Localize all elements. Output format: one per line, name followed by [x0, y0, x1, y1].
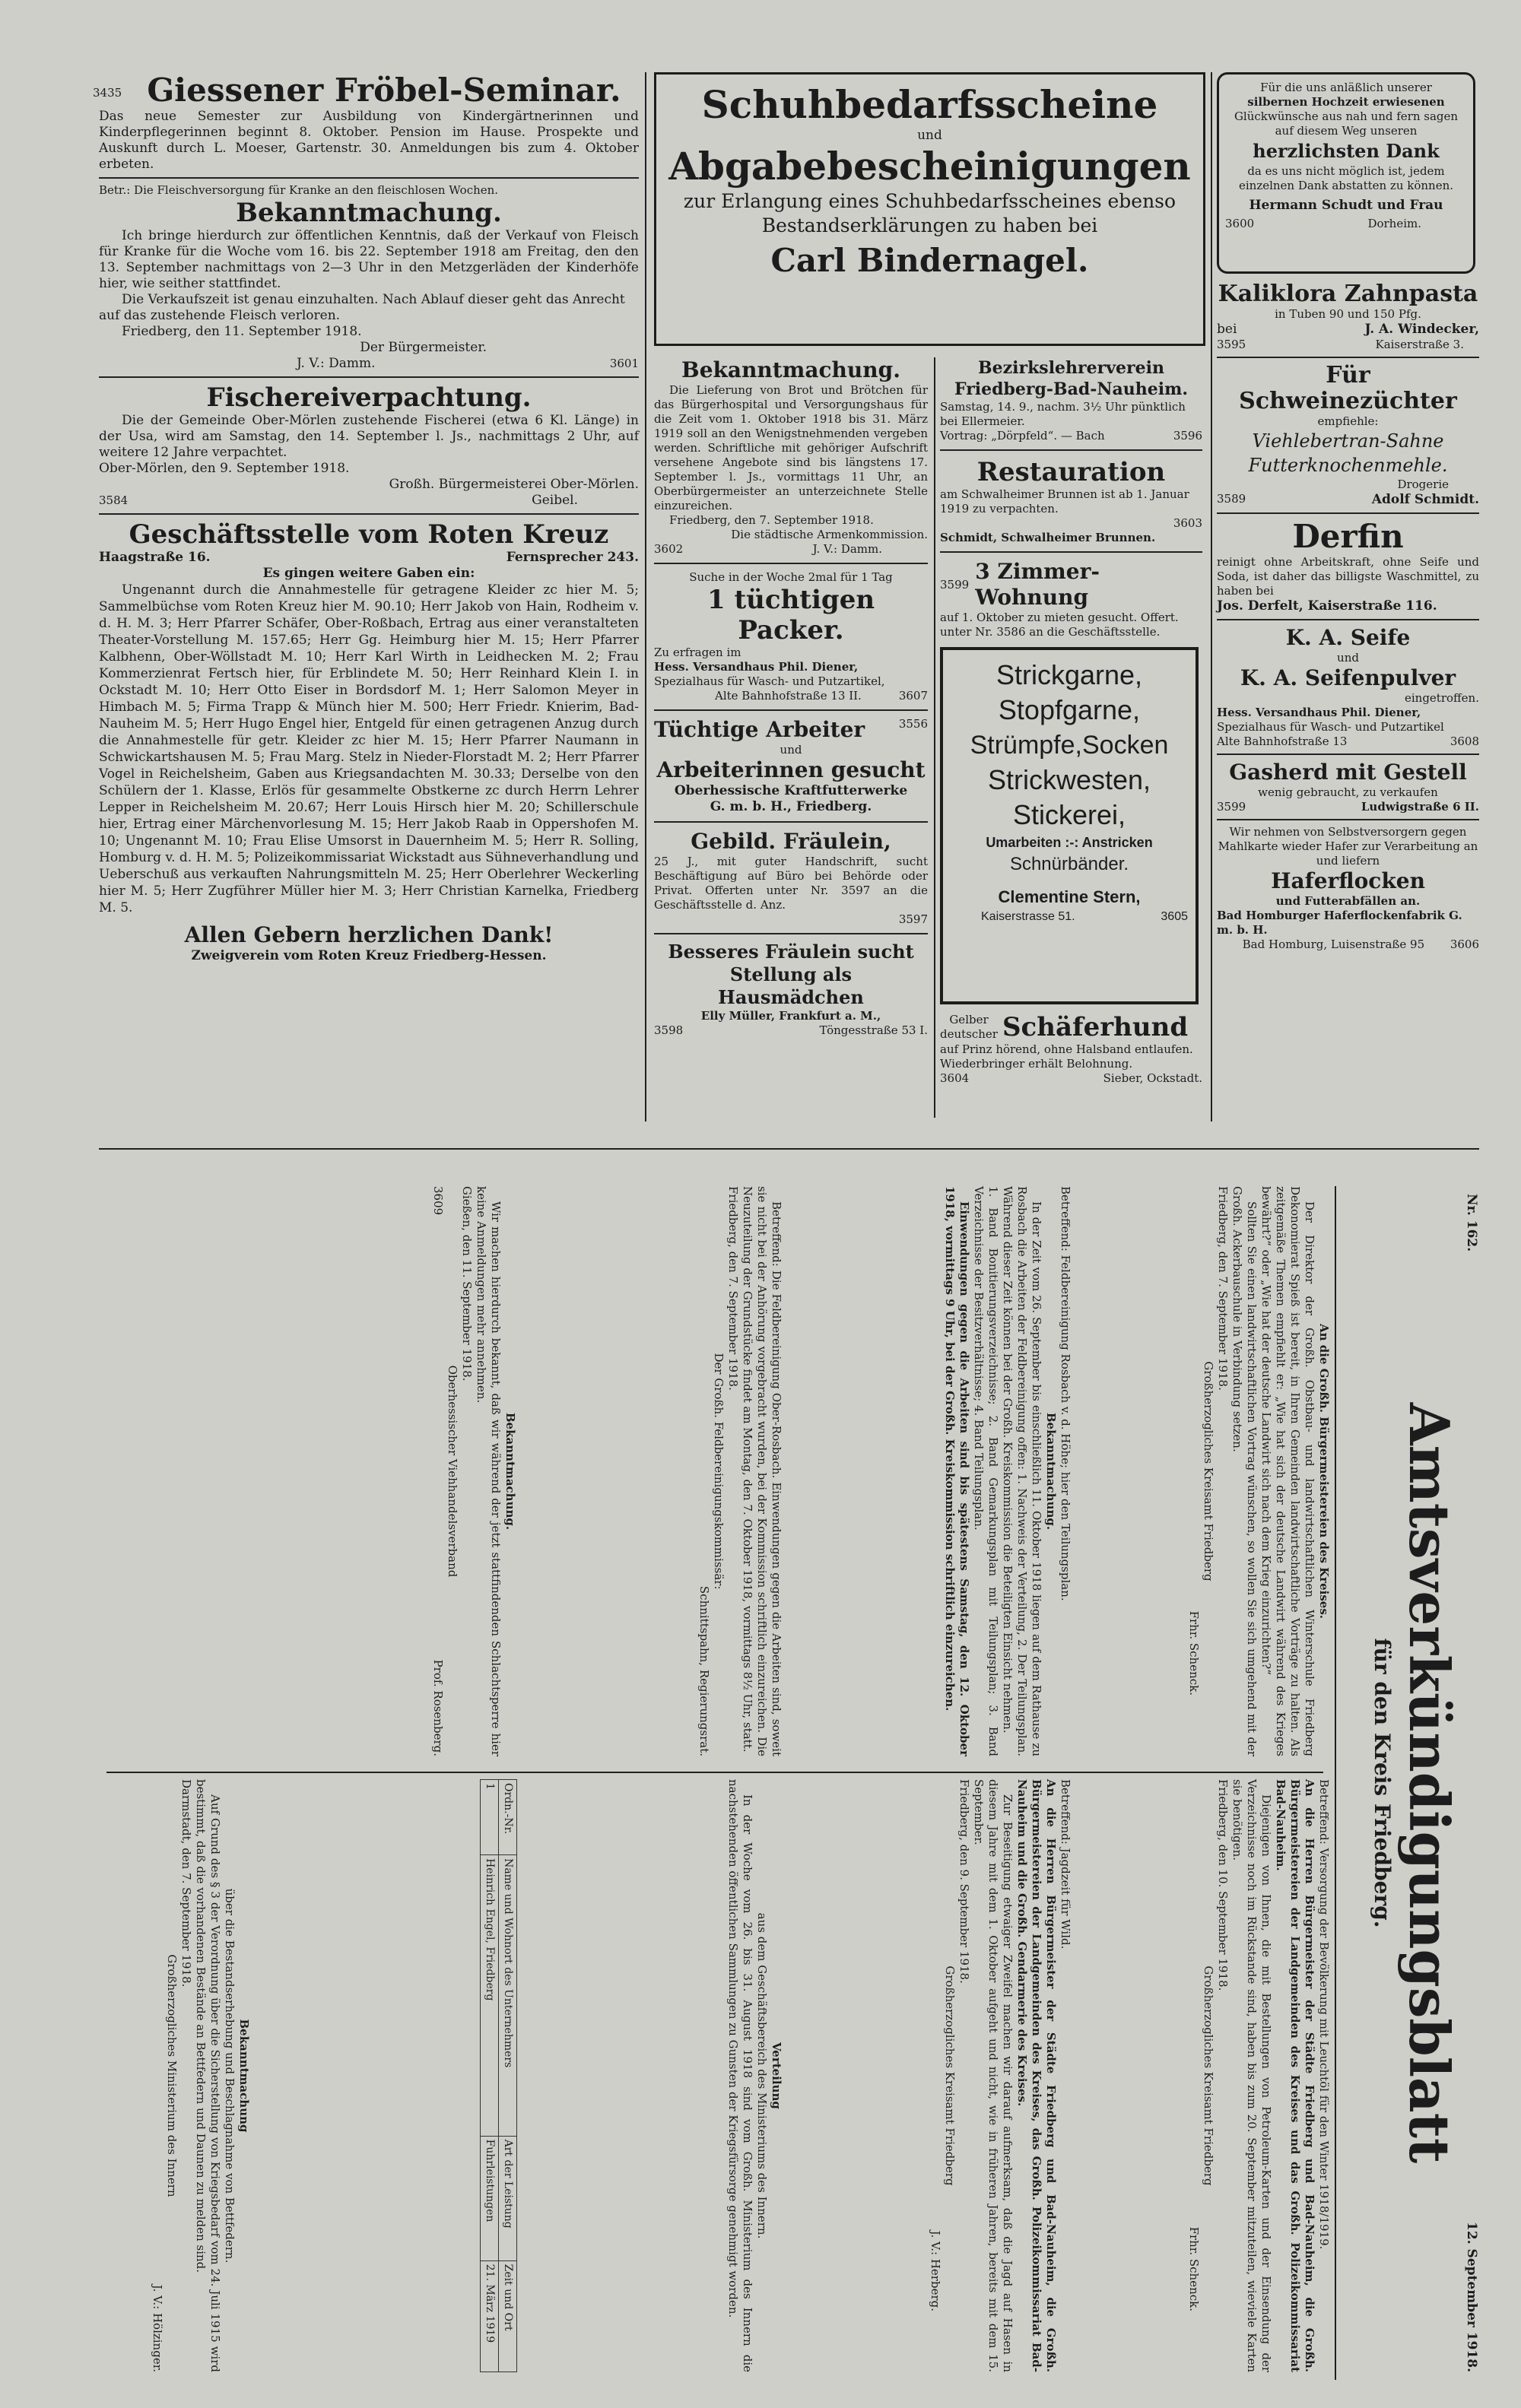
b3-sub: über die Bestandserhebung und Beschlagnahme von Bettfedern. — [223, 1888, 237, 2264]
b1-title: Bekanntmachung. — [503, 1412, 517, 1531]
amts-nr: Nr. 162. — [1464, 1194, 1479, 1252]
arb-title-2: Arbeiterinnen gesucht — [656, 757, 926, 782]
divider — [940, 449, 1202, 451]
table-row — [499, 1780, 517, 2372]
dank-text-3: Glückwünsche aus nah und fern sagen auf diesem Weg unseren — [1234, 109, 1459, 138]
divider — [1217, 753, 1479, 755]
rest-sign: Schmidt, Schwalheimer Brunnen. — [940, 531, 1156, 544]
strick-line-3: Strümpfe,Socken — [970, 731, 1169, 760]
a3-title: Betreffend: Jagdzeit für Wild. — [1059, 1779, 1072, 1950]
amts-sub: für den Kreis Friedberg. — [1370, 1638, 1395, 1928]
bez-num: 3596 — [1173, 429, 1202, 443]
a1-text: Der Direktor der Großh. Obstbau- und landwirtschaftlichen Winterschule Friedberg Dekonomierat Spieß ist bereit, in Ihren Gemeinden landwirtschaftliche Vorträge zu halten. Als zeitgemäße Themen empfiehlt er: „Wie hat sich der deutsche Landwirt während des Krieges bewährt?“ oder „Wie hat der deutsche Landwirt sich nach dem Krieg einzurichten?“ — [1259, 1186, 1316, 1756]
derfin-text: reinigt ohne Arbeitskraft, ohne Seife und Soda, ist daher das billigste Waschmittel, zu haben bei — [1217, 555, 1479, 598]
fisch-title: Fischereiverpachtung. — [206, 382, 532, 413]
table-header: Ordn.-Nr. — [499, 1780, 517, 1855]
divider — [99, 513, 639, 515]
divider — [99, 177, 639, 179]
a2-text-2: Einwendungen gegen die Arbeiten sind bis spätestens Samstag, den 12. Oktober 1918, vormittags 9 Uhr, bei der Großh. Kreiskommission schriftlich einzureichen. — [943, 1186, 971, 1756]
rk-sign: Zweigverein vom Roten Kreuz Friedberg-Hessen. — [191, 948, 547, 963]
amts-col-b2 — [540, 1186, 783, 1756]
sz-sub: empfiehle: — [1317, 414, 1379, 428]
kali-title: Kaliklora Zahnpasta — [1218, 281, 1478, 307]
amts-col-a4 — [1080, 1779, 1331, 2372]
hafer-und: und Futterabfällen an. — [1275, 894, 1421, 908]
a1-place: Friedberg, den 7. September 1918. — [1216, 1186, 1230, 1391]
a1-title: An die Großh. Bürgermeistereien des Kreises. — [1317, 1324, 1331, 1619]
a4-place: Friedberg, den 10. September 1918. — [1216, 1779, 1230, 1991]
rk-sub: Es gingen weitere Gaben ein: — [262, 566, 475, 581]
bek-place-2: Friedberg, den 7. September 1918. — [669, 513, 874, 527]
gas-text: wenig gebraucht, zu verkaufen — [1258, 785, 1438, 799]
hund-title: Schäferhund — [1002, 1012, 1189, 1042]
bf-addr: Töngesstraße 53 I. — [819, 1023, 928, 1037]
rk-addr-right: Fernsprecher 243. — [506, 550, 639, 565]
divider — [654, 821, 928, 823]
fisch-sign-2: Geibel. — [532, 493, 578, 508]
bek-sign-2b: J. V.: Damm. — [812, 542, 882, 556]
a2-title: Betreffend: Feldbereinigung Rosbach v. d. Höhe; hier den Teilungsplan. — [1059, 1186, 1072, 1601]
dank-num: 3600 — [1225, 217, 1255, 230]
amts-date: 12. September 1918. — [1464, 2222, 1479, 2372]
sz-num: 3589 — [1217, 492, 1246, 506]
b1-name: Prof. Rosenberg. — [431, 1659, 445, 1756]
packer-pre: Suche in der Woche 2mal für 1 Tag — [689, 570, 893, 584]
seife-title: K. A. Seife — [1285, 625, 1411, 650]
dank-ad-box — [1217, 72, 1475, 274]
a3-text: An die Herren Bürgermeister der Städte Friedberg und Bad-Nauheim, die Großh. Bürgermeistereien der Landgemeinden des Kreises, das Großh. Polizeikommissariat Bad-Nauheim und die Großh. Gendarmerie des Kreises. — [1015, 1779, 1058, 2372]
amts-masthead — [1335, 1186, 1479, 2380]
amts-title: Amtsverkündigungsblatt — [1397, 1402, 1462, 2164]
table-row — [481, 1780, 499, 2372]
hund-pre-1: Gelber — [949, 1013, 989, 1026]
bf-name: Elly Müller, Frankfurt a. M., — [700, 1009, 881, 1023]
divider — [654, 933, 928, 934]
strick-ad-box — [940, 647, 1199, 1004]
amts-col-b4 — [540, 1779, 783, 2372]
bek-sign-1a: Der Bürgermeister. — [360, 340, 487, 355]
bek-sign-2a: Die städtische Armenkommission. — [731, 528, 928, 541]
dank-place: Dorheim. — [1367, 217, 1421, 230]
table-cell: 1 — [481, 1780, 499, 1855]
column-rule — [1211, 72, 1212, 1122]
zim-num: 3599 — [940, 578, 970, 592]
table-cell: 21. März 1919 — [481, 2260, 499, 2372]
table-cell: Fuhrleistungen — [481, 2136, 499, 2260]
strick-addr: Kaiserstrasse 51. — [981, 910, 1075, 923]
a4-title: Betreffend: Versorgung der Bevölkerung mit Leuchtöl für den Winter 1918/1919. — [1317, 1779, 1331, 2250]
rest-text: am Schwalheimer Brunnen ist ab 1. Januar 1919 zu verpachten. — [940, 487, 1189, 516]
bek-title-1: Bekanntmachung. — [236, 198, 502, 228]
kali-bei: bei — [1217, 322, 1237, 337]
bek-sign-1b: J. V.: Damm. — [297, 356, 376, 371]
fisch-text: Die der Gemeinde Ober-Mörlen zustehende Fischerei (etwa 6 Kl. Länge) in der Usa, wird am Samstag, den 14. September l. Js., nachmittags 2 Uhr, auf weitere 12 Jahre verpachtet. — [99, 413, 639, 460]
b3-title: Bekanntmachung — [237, 2019, 251, 2133]
column-3 — [940, 357, 1202, 1133]
packer-num: 3607 — [898, 689, 928, 703]
bek-title-2: Bekanntmachung. — [681, 357, 900, 382]
gas-num: 3599 — [1217, 800, 1246, 814]
bez-title: Bezirkslehrerverein Friedberg-Bad-Nauheim. — [954, 358, 1189, 399]
dank-text-2: silbernen Hochzeit erwiesenen — [1247, 95, 1445, 109]
derfin-title: Derfin — [1292, 518, 1404, 555]
amts-col-a2 — [821, 1186, 1072, 1756]
b4-title: Verteilung — [770, 2042, 783, 2109]
sz-name: Adolf Schmidt. — [1371, 492, 1479, 507]
arb-title: Tüchtige Arbeiter — [654, 717, 865, 742]
strick-line-2: Stopfgarne, — [998, 694, 1141, 725]
column-rule — [645, 72, 646, 1122]
froebel-title: Giessener Fröbel-Seminar. — [147, 71, 621, 109]
a2-list: 1. Band Bonitierungsverzeichnisse; 2. Band Gemarkungsplan mit Teilungsplan; 3. Band Verzeichnisse der Besitzverhältnisse; 4. Band Teilungsplan. — [972, 1186, 1000, 1756]
bek-text-2: Die Lieferung von Brot und Brötchen für das Bürgerhospital und Versorgungshaus für die Zeit vom 1. Oktober 1918 bis 31. März 1919 soll an den Wenigstnehmenden vergeben werden. Schriftliche mit gehöriger Aufschrift versehene Angebote sind bis längstens 17. September l. Js., vormittags 11 Uhr, an Oberbürgermeister an unterzeichnete Stelle einzureichen. — [654, 383, 928, 512]
b1-text: Wir machen hierdurch bekannt, daß wir während der jetzt stattfindenden Schlachtsperre hier keine Anmeldungen mehr annehmen. — [475, 1186, 503, 1756]
fisch-place: Ober-Mörlen, den 9. September 1918. — [99, 461, 350, 476]
bek-text-1: Ich bringe hierdurch zur öffentlichen Kenntnis, daß der Verkauf von Fleisch für Kranke für die Woche vom 16. bis 22. September 1918 am Freitag, den den 13. September nachmittags von 2—3 Uhr in den Metzgerläden der Kinderhöfe hier, wie seither stattfindet. — [99, 228, 639, 291]
sz-line-2: Futterknochenmehle. — [1248, 455, 1448, 476]
table-cell: Heinrich Engel, Friedberg — [481, 1855, 499, 2137]
rk-title: Geschäftsstelle vom Roten Kreuz — [129, 519, 609, 550]
b2-sign: Der Großh. Feldbereinigungskommissär: — [712, 1353, 726, 1590]
b4-sub: aus dem Geschäftsbereich des Ministeriums des Innern. — [755, 1912, 769, 2239]
strick-line-5: Stickerei, — [1012, 799, 1126, 830]
zim-text: auf 1. Oktober zu mieten gesucht. Offert. unter Nr. 3586 an die Geschäftsstelle. — [940, 611, 1179, 639]
schuh-title: Schuhbedarfsscheine — [701, 82, 1158, 127]
b3-place: Darmstadt, den 7. September 1918. — [179, 1779, 193, 1988]
kali-num: 3595 — [1217, 338, 1246, 351]
table-header: Art der Leistung — [499, 2136, 517, 2260]
schuh-und: und — [917, 128, 942, 143]
dank-title: herzlichsten Dank — [1253, 140, 1440, 162]
seife-title-2: K. A. Seifenpulver — [1240, 665, 1456, 690]
seife-addr: Alte Bahnhofstraße 13 — [1217, 734, 1348, 748]
sz-line-1: Viehlebertran-Sahne — [1252, 430, 1444, 452]
fr-text: 25 J., mit guter Handschrift, sucht Beschäftigung auf Büro bei Behörde oder Privat. Offerten unter Nr. 3597 an die Geschäftsstelle d. Anz. — [654, 855, 928, 912]
divider — [1217, 619, 1479, 620]
seife-num: 3608 — [1450, 734, 1479, 748]
rk-addr-left: Haagstraße 16. — [99, 550, 211, 565]
packer-text: Zu erfragen im — [654, 646, 741, 659]
b1-num: 3609 — [431, 1186, 445, 1216]
a3-sign: Großherzogliches Kreisamt Friedberg — [943, 1965, 957, 2186]
bf-title: Besseres Fräulein sucht Stellung als Hausmädchen — [668, 941, 914, 1008]
b3-name: J. V.: Hölzinger. — [151, 2284, 164, 2372]
hund-text: auf Prinz hörend, ohne Halsband entlaufen. Wiederbringer erhält Belohnung. — [940, 1042, 1193, 1071]
dank-text-4: da es uns nicht möglich ist, jedem einzelnen Dank abstatten zu können. — [1238, 164, 1454, 192]
divider — [940, 551, 1202, 553]
bez-text: Samstag, 14. 9., nachm. 3½ Uhr pünktlich bei Ellermeier. — [940, 400, 1186, 428]
strick-line-1: Strickgarne, — [995, 659, 1143, 690]
dank-name: Hermann Schudt und Frau — [1249, 198, 1443, 213]
meat-betr: Betr.: Die Fleischversorgung für Kranke an den fleischlosen Wochen. — [99, 183, 499, 197]
seife-und: und — [1337, 651, 1359, 665]
packer-firm: Hess. Versandhaus Phil. Diener, — [654, 660, 859, 674]
page-number: 3435 — [93, 86, 122, 100]
strick-sub-2: Schnürbänder. — [1009, 854, 1129, 874]
fr-num: 3597 — [898, 912, 928, 926]
rk-text: Ungenannt durch die Annahmestelle für getragene Kleider zc hier M. 5; Sammelbüchse vom Roten Kreuz hier M. 90.10; Herr Jakob von Hain, Rodheim v. d. H. M. 3; Herr Pfarrer Schäfer, Ober-Roßbach, Ertrag aus einer veranstalteten Theater-Vorstellung M. 157.65; Herr Gg. Heimburg hier M. 15; Herr Pfarrer Kalbhenn, Ober-Wöllstadt M. 10; Herr Karl Wirth in Leidhecken M. 2; Frau Kommerzienrat Fertsch hier, für Erblindete M. 50; Herr Reinhard Klein I. in Ockstadt M. 10; Herr Otto Eiser in Bordsdorf M. 1; Herr Salomon Meyer in Himbach M. 5; Firma Trapp & Münch hier M. 500; Herr Friedr. Knierim, Bad-Nauheim M. 5; Herr Hugo Engel hier, Entgeld für einen getragenen Anzug durch die Annahmestelle für getr. Kleider zc hier M. 15; Herr Pfarrer Naumann in Schwickartshausen M. 5; Frau Marg. Stelz in Nieder-Florstadt M. 2; Herr Pfarrer Vogel in Reichelsheim, Gaben aus Kriegsandachten M. 30.33; Derselbe von den Schülern der 1. Klasse, Erlös für gesammelte Obstkerne zc durch Herrn Lehrer Lepper in Reichelsheim M. 20.67; Herr Louis Hirsch hier M. 20; Schillerschule hier, Ertrag einer Märchenvorlesung M. 15; Herr Jakob Raab in Oppershofen M. 10; Ungenannt M. 10; Frau Elise Umsorst in Dauernheim M. 5; Herr R. Solling, Homburg v. d. H. M. 5; Polizeikommissariat Wickstadt aus Sühneverhandlung und Ueberschuß aus verkauften Nahrungsmitteln M. 25; Herr Oberlehrer Weckerling hier M. 5; Herr Zugführer Müller hier M. 3; Herr Christian Karnelka, Friedberg M. 5. — [99, 582, 639, 915]
divider — [654, 563, 928, 564]
sz-drog: Drogerie — [1397, 477, 1449, 491]
fisch-num: 3584 — [99, 493, 129, 507]
seife-sub: eingetroffen. — [1404, 691, 1479, 705]
b1-place: Gießen, den 11. September 1918. — [460, 1186, 474, 1382]
bf-num: 3598 — [654, 1023, 684, 1037]
a4-text: An die Herren Bürgermeister der Städte Friedberg und Bad-Nauheim, die Großh. Bürgermeistereien der Landgemeinden des Kreises und das Großh. Polizeikommissariat Bad-Nauheim. — [1274, 1779, 1316, 2372]
divider — [1217, 357, 1479, 358]
a1-sign: Großherzogliches Kreisamt Friedberg — [1202, 1361, 1215, 1582]
amts-col-b3 — [114, 1779, 251, 2372]
divider — [99, 376, 639, 378]
hafer-title: Haferflocken — [1271, 868, 1425, 893]
amts-col-table — [274, 1779, 517, 2372]
hafer-addr: Bad Homburg, Luisenstraße 95 — [1242, 938, 1425, 951]
packer-addr: Alte Bahnhofstraße 13 II. — [715, 689, 862, 703]
hafer-firm: Bad Homburger Haferflockenfabrik G. m. b. H. — [1217, 909, 1462, 937]
strick-num: 3605 — [1161, 910, 1188, 923]
schuh-text: zur Erlangung eines Schuhbedarfsscheines ebenso Bestandserklärungen zu haben bei — [683, 190, 1176, 236]
divider — [654, 709, 928, 711]
hafer-num: 3606 — [1450, 938, 1479, 951]
lower-mid-rule — [106, 1772, 1323, 1773]
a2-sub: Bekanntmachung. — [1044, 1412, 1058, 1531]
packer-firm-2: Spezialhaus für Wasch- und Putzartikel, — [654, 674, 885, 688]
seife-firm: Hess. Versandhaus Phil. Diener, — [1217, 706, 1421, 719]
divider — [1217, 819, 1479, 820]
packer-title: 1 tüchtigen Packer. — [707, 585, 875, 646]
b3-text: Auf Grund des § 3 der Verordnung über die Sicherstellung von Kriegsbedarf vom 24. Juli 1915 wird bestimmt, daß die vorhandenen Bestände an Bettfedern und Daunen zu melden sind. — [194, 1779, 222, 2372]
zim-title: 3 Zimmer-Wohnung — [975, 559, 1100, 610]
strick-name: Clementine Stern, — [998, 887, 1141, 906]
b4-text: In der Woche vom 26. bis 31. August 1918 sind vom Großh. Ministerium des Innern die nachstehenden öffentlichen Sammlungen zu Gunsten der Kriegsfürsorge genehmigt worden. — [726, 1779, 754, 2372]
a2-text: In der Zeit vom 26. September bis einschließlich 11. Oktober 1918 liegen auf dem Rathause zu Rosbach die Arbeiten der Feldbereinigung offen: 1. Nachweis der Verteilung, 2. Der Teilungsplan. Während dieser Zeit können bei der Großh. Kreiskommission die Beteiligten Einsicht nehmen. — [1001, 1186, 1043, 1756]
table-header: Zeit und Ort — [499, 2260, 517, 2372]
arb-firm: Oberhessische Kraftfutterwerke — [674, 783, 908, 798]
amts-col-b1 — [274, 1186, 517, 1756]
bek-num-1: 3601 — [609, 357, 639, 370]
sz-title: Für Schweinezüchter — [1239, 362, 1457, 414]
a1-name: Frhr. Schenck. — [1187, 1610, 1201, 1696]
hund-num: 3604 — [940, 1071, 970, 1085]
bek-place-1: Friedberg, den 11. September 1918. — [122, 324, 362, 339]
fisch-sign-1: Großh. Bürgermeisterei Ober-Mörlen. — [389, 477, 639, 492]
rest-title: Restauration — [976, 457, 1166, 487]
arb-num: 3556 — [898, 717, 928, 731]
strick-sub-1: Umarbeiten :-: Anstricken — [986, 835, 1153, 850]
a1-text-2: Sollten Sie einen landwirtschaftlichen Vortrag wünschen, so wollen Sie sich umgehend mit der Großh. Ackerbauschule in Verbindung setzen. — [1230, 1186, 1259, 1756]
rk-thanks: Allen Gebern herzlichen Dank! — [184, 922, 554, 947]
dank-text-1: Für die uns anläßlich unserer — [1260, 81, 1432, 94]
bez-vortrag: Vortrag: „Dörpfeld“. — Bach — [940, 429, 1105, 443]
gas-addr: Ludwigstraße 6 II. — [1361, 800, 1479, 814]
kali-name: J. A. Windecker, — [1364, 322, 1479, 337]
divider — [1217, 512, 1479, 514]
b3-sign: Großherzogliches Ministerium des Innern — [165, 1954, 179, 2197]
fr-title: Gebild. Fräulein, — [691, 829, 891, 854]
schuh-title-2: Abgabebescheinigungen — [668, 144, 1191, 189]
leistungen-table — [480, 1779, 517, 2372]
rest-num: 3603 — [1173, 516, 1202, 530]
section-divider — [99, 1148, 1479, 1150]
arb-und: und — [780, 743, 802, 757]
a3-name: J. V.: Herberg. — [929, 2230, 942, 2311]
schuh-ad-box — [654, 72, 1205, 346]
a3-place: Friedberg, den 9. September 1918. — [957, 1779, 971, 1984]
derfin-name: Jos. Derfelt, Kaiserstraße 116. — [1217, 598, 1437, 614]
b2-place: Friedberg, den 7. September 1918. — [726, 1186, 740, 1391]
b2-name: Schnittspahn, Regierungsrat. — [697, 1585, 711, 1756]
hafer-pre: Wir nehmen von Selbstversorgern gegen Mahlkarte wieder Hafer zur Verarbeitung an und liefern — [1218, 825, 1478, 868]
hund-pre-2: deutscher — [940, 1027, 998, 1041]
a4-sign: Großherzogliches Kreisamt Friedberg — [1202, 1965, 1215, 2186]
column-4 — [1217, 72, 1479, 1137]
hund-sign: Sieber, Ockstadt. — [1103, 1071, 1202, 1085]
amts-col-a3 — [821, 1779, 1072, 2372]
bek-text-1b: Die Verkaufszeit ist genau einzuhalten. Nach Ablauf dieser geht das Anrecht auf das zustehende Fleisch verloren. — [99, 292, 625, 323]
arb-firm-2: G. m. b. H., Friedberg. — [710, 799, 872, 814]
amts-col-a1 — [1080, 1186, 1331, 1756]
column-2 — [654, 357, 928, 1133]
b1-sign: Oberhessischer Viehhandelsverband — [446, 1365, 459, 1578]
a4-name: Frhr. Schenck. — [1187, 2226, 1201, 2311]
b2-text: Betreffend: Die Feldbereinigung Ober-Rosbach. Einwendungen gegen die Arbeiten sind, soweit sie nicht bei der Anhörung vorgebracht wurden, bei der Kommission schriftlich einzureichen. Die Neuzuteilung der Grundstücke findet am Montag, den 7. Oktober 1918, vormittags 8½ Uhr, statt. — [741, 1186, 783, 1756]
a3-text-2: Zur Beseitigung etwaiger Zweifel machen wir darauf aufmerksam, daß die Jagd auf Hasen in diesem Jahre mit dem 1. Oktober aufgeht und nicht, wie in früheren Jahren, bereits mit dem 15. September. — [972, 1779, 1015, 2372]
seife-firm-2: Spezialhaus für Wasch- und Putzartikel — [1217, 720, 1444, 734]
column-1 — [93, 71, 639, 1137]
kali-text: in Tuben 90 und 150 Pfg. — [1275, 307, 1421, 321]
gas-title: Gasherd mit Gestell — [1229, 760, 1467, 785]
column-rule — [934, 357, 935, 1118]
a4-text-2: Diejenigen von Ihnen, die mit Bestellungen von Petroleum-Karten und der Einsendung der Verzeichnisse noch im Rückstande sind, haben bis zum 20. September mitzuteilen, wieviele Karten sie benötigen. — [1230, 1779, 1273, 2372]
strick-line-4: Strickwesten, — [987, 764, 1151, 795]
bek-num-2: 3602 — [654, 542, 684, 556]
schuh-name: Carl Bindernagel. — [770, 242, 1089, 279]
kali-addr: Kaiserstraße 3. — [1375, 338, 1464, 351]
froebel-text: Das neue Semester zur Ausbildung von Kindergärtnerinnen und Kinderpflegerinnen beginnt 8. Oktober. Pension im Hause. Prospekte und Auskunft durch L. Moeser, Gartenstr. 30. Anmeldungen bis zum 4. Oktober erbeten. — [99, 109, 639, 172]
table-header: Name und Wohnort des Unternehmers — [499, 1855, 517, 2137]
